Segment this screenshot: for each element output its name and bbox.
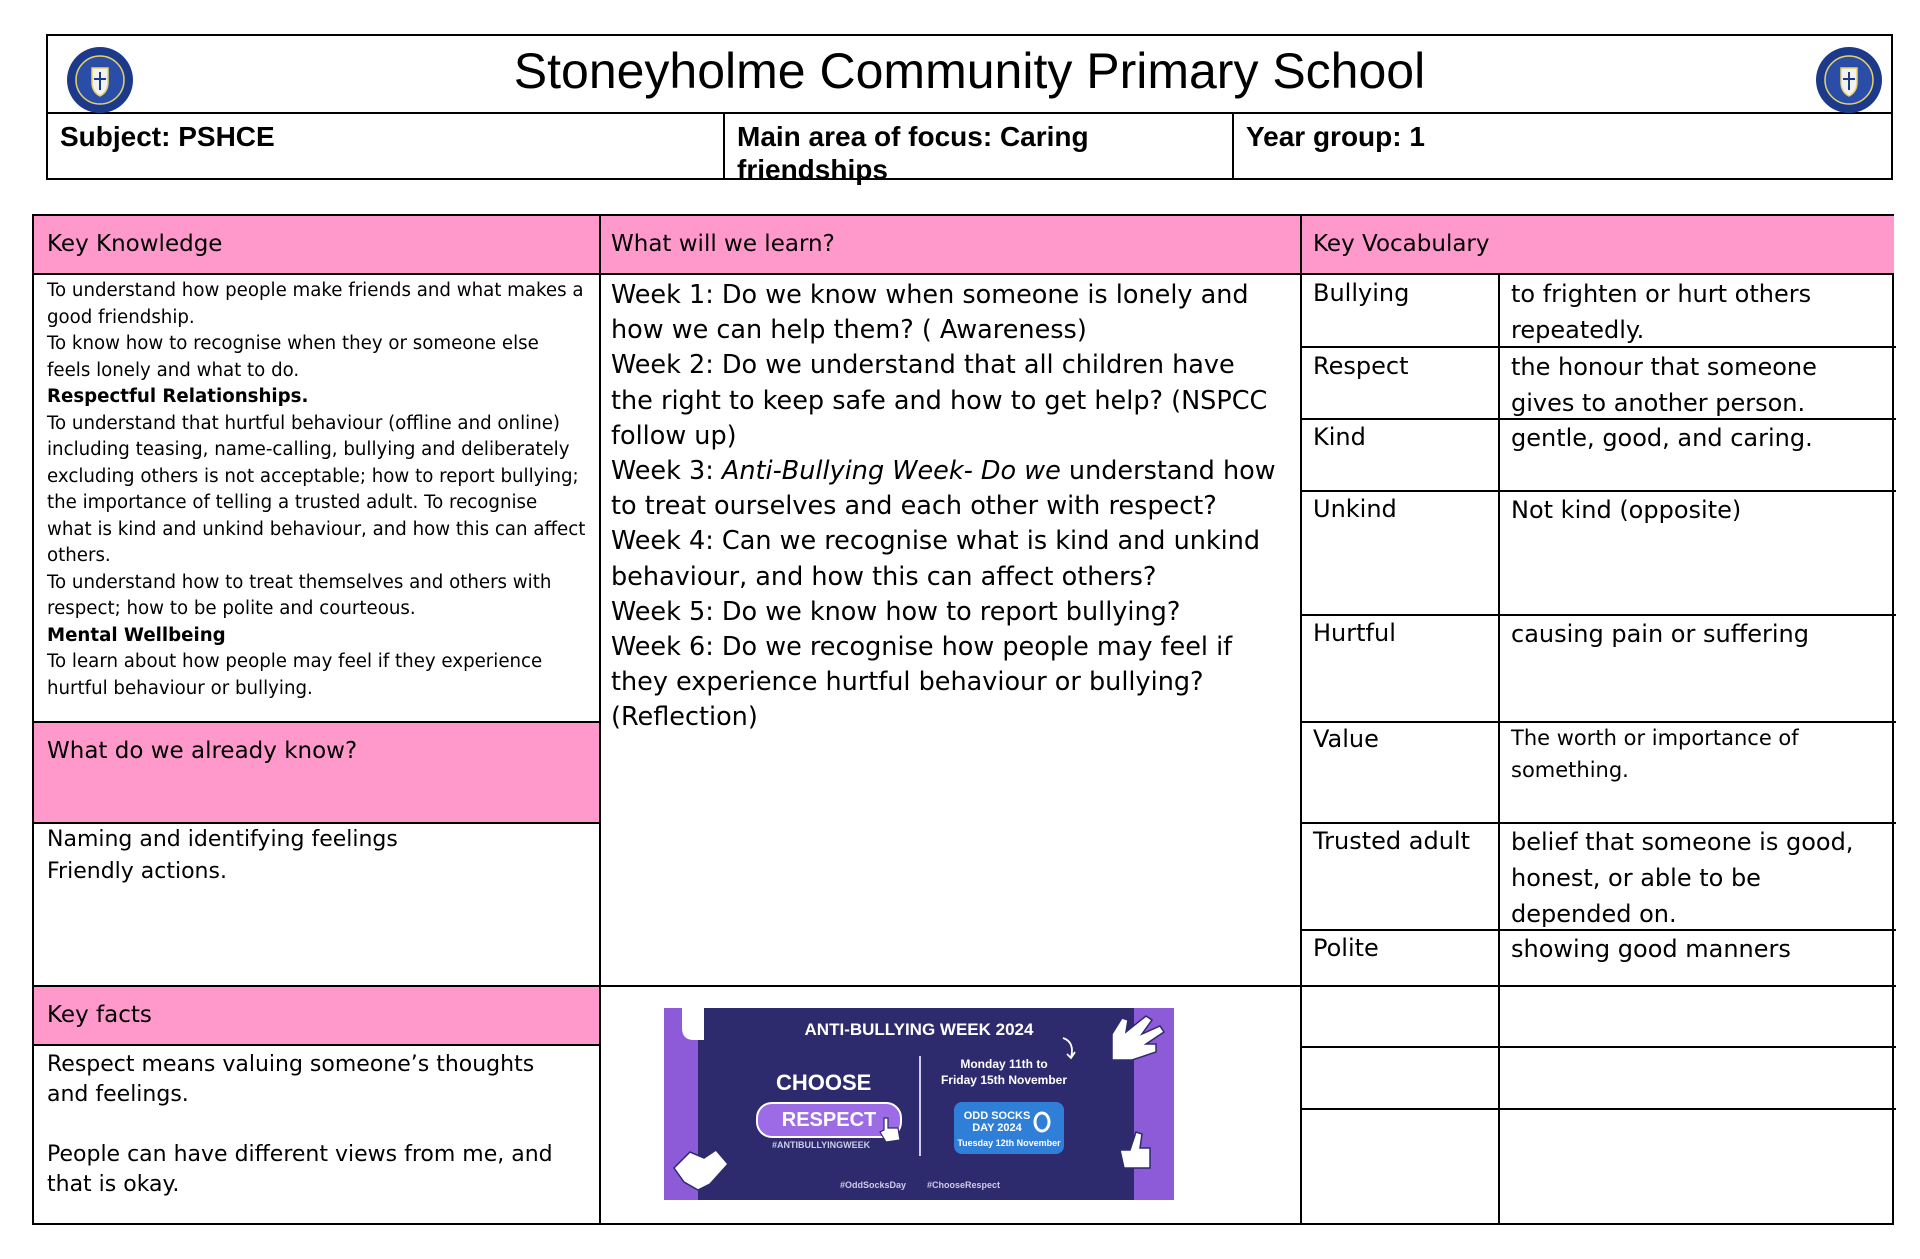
vocab-row-divider bbox=[1300, 985, 1896, 987]
vocab-definition: gentle, good, and caring. bbox=[1511, 424, 1813, 452]
thumbs-up-icon bbox=[1114, 1128, 1154, 1180]
anti-bullying-week-banner bbox=[664, 1008, 1174, 1200]
learn-body bbox=[611, 278, 1283, 736]
banner-choose-text: CHOOSE bbox=[776, 1070, 872, 1095]
knowledge-line: To know how to recognise when they or someone else feels lonely and what to do. bbox=[47, 333, 539, 381]
key-fact: People can have different views from me, and that is okay. bbox=[47, 1142, 553, 1197]
year-group-label: Year group: 1 bbox=[1246, 121, 1425, 152]
key-knowledge-body bbox=[47, 278, 587, 702]
vocab-row-divider bbox=[1300, 1046, 1896, 1048]
key-fact: Respect means valuing someone’s thoughts and feelings. bbox=[47, 1052, 535, 1107]
week-3: Week 3: Anti-Bullying Week- Do we understand how to treat ourselves and each other with respect? bbox=[611, 456, 1276, 522]
vocab-word: Kind bbox=[1313, 423, 1366, 451]
knowledge-organiser-grid bbox=[32, 214, 1894, 1225]
already-know-line: Friendly actions. bbox=[47, 859, 227, 884]
row-divider bbox=[34, 721, 600, 723]
banner-title: ANTI-BULLYING WEEK 2024 bbox=[804, 1020, 1034, 1039]
banner-footer-hashtag: #OddSocksDay bbox=[840, 1180, 907, 1190]
already-know-heading: What do we already know? bbox=[47, 738, 358, 764]
row-divider bbox=[34, 1044, 600, 1046]
key-facts-heading: Key facts bbox=[47, 1002, 152, 1028]
school-crest-icon bbox=[1815, 46, 1883, 114]
learn-heading: What will we learn? bbox=[611, 231, 835, 257]
subject-label: Subject: PSHCE bbox=[48, 114, 725, 180]
vocab-column-divider bbox=[1498, 274, 1500, 1225]
vocab-word: Bullying bbox=[1313, 279, 1410, 307]
week-6: Week 6: Do we recognise how people may feel if they experience hurtful behaviour or bullying? (Reflection) bbox=[611, 632, 1233, 733]
vocab-word: Hurtful bbox=[1313, 619, 1396, 647]
vocab-definition: The worth or importance of something. bbox=[1511, 726, 1799, 782]
key-facts-body bbox=[47, 1050, 577, 1200]
vocab-definition: to frighten or hurt others repeatedly. bbox=[1511, 280, 1812, 344]
knowledge-line: To understand how to treat themselves and others with respect; how to be polite and courteous. bbox=[47, 571, 552, 619]
vocab-word: Trusted adult bbox=[1313, 827, 1470, 855]
knowledge-line: To learn about how people may feel if they experience hurtful behaviour or bullying. bbox=[47, 651, 543, 699]
week-1: Week 1: Do we know when someone is lonely and how we can help them? ( Awareness) bbox=[611, 280, 1249, 346]
vocab-definition: causing pain or suffering bbox=[1511, 620, 1809, 648]
row-divider bbox=[600, 985, 1302, 987]
vocab-word: Polite bbox=[1313, 934, 1379, 962]
banner-footer-hashtag: #ChooseRespect bbox=[927, 1180, 1001, 1190]
focus-label: Main area of focus: Caring friendships bbox=[725, 114, 1234, 180]
pointer-hand-icon bbox=[876, 1114, 904, 1144]
key-knowledge-heading: Key Knowledge bbox=[47, 231, 223, 257]
vocab-definition: Not kind (opposite) bbox=[1511, 496, 1742, 524]
already-know-body bbox=[47, 824, 587, 888]
week-2: Week 2: Do we understand that all children have the right to keep safe and how to get help? (NSPCC follow up) bbox=[611, 350, 1268, 451]
vocab-heading: Key Vocabulary bbox=[1313, 231, 1490, 257]
vocab-definition: belief that someone is good, honest, or able to be depended on. bbox=[1511, 828, 1854, 928]
odd-socks-badge: ODD SOCKS DAY 2024 Tuesday 12th November bbox=[954, 1102, 1064, 1154]
vocab-definition: showing good manners bbox=[1511, 935, 1791, 963]
already-know-line: Naming and identifying feelings bbox=[47, 827, 398, 852]
vocab-word: Respect bbox=[1313, 352, 1409, 380]
title-row bbox=[48, 36, 1891, 114]
banner-respect-pill: RESPECT bbox=[756, 1102, 902, 1138]
school-header bbox=[46, 34, 1893, 185]
banner-dates: Monday 11th to Friday 15th November bbox=[940, 1057, 1068, 1087]
vocab-word: Value bbox=[1313, 725, 1379, 753]
vocab-definition: the honour that someone gives to another person. bbox=[1511, 353, 1817, 417]
knowledge-line: To understand how people make friends and what makes a good friendship. bbox=[47, 280, 584, 328]
knowledge-subheading: Respectful Relationships. bbox=[47, 386, 309, 407]
knowledge-line: To understand that hurtful behaviour (offline and online) including teasing, name-calling, bullying and deliberately excluding others is not acceptable; how to report bullying; the importance of telling a trusted adult. To recognise what is kind and unkind behaviour, and how this can affect others. bbox=[47, 412, 586, 566]
row-divider bbox=[34, 985, 600, 987]
handshake-icon bbox=[670, 1138, 732, 1198]
week-5: Week 5: Do we know how to report bullying? bbox=[611, 596, 1181, 627]
heading-divider bbox=[34, 273, 1894, 275]
knowledge-subheading: Mental Wellbeing bbox=[47, 624, 226, 646]
vocab-word: Unkind bbox=[1313, 495, 1397, 523]
banner-hashtag: #ANTIBULLYINGWEEK bbox=[772, 1140, 871, 1150]
sock-icon bbox=[1032, 1110, 1052, 1134]
info-row bbox=[48, 114, 1891, 185]
school-title: Stoneyholme Community Primary School bbox=[513, 43, 1426, 99]
week-4: Week 4: Can we recognise what is kind and unkind behaviour, and how this can affect others? bbox=[611, 526, 1261, 592]
vocab-row-divider bbox=[1300, 1108, 1896, 1110]
